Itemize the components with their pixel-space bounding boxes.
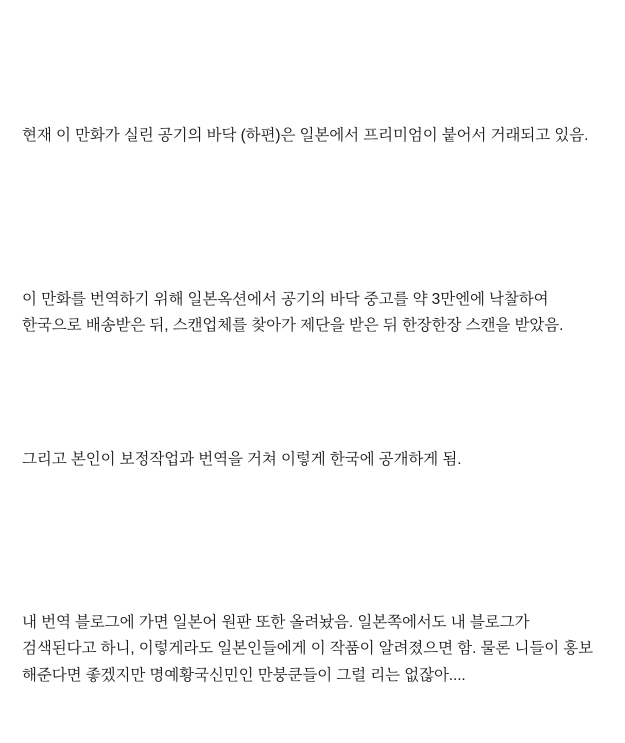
paragraph-spacer-3 (22, 527, 603, 557)
paragraph-spacer-1 (22, 203, 603, 233)
paragraph-3: 그리고 본인이 보정작업과 번역을 거쳐 이렇게 한국에 공개하게 됨. (22, 450, 462, 468)
paragraph-1: 현재 이 만화가 실린 공기의 바닥 (하편)은 일본에서 프리미엄이 붙어서 거래되고 있음. (22, 127, 589, 145)
paragraph-4: 내 번역 블로그에 가면 일본어 원판 또한 올려놨음. 일본쪽에서도 내 블로그가 검색된다고 하니, 이렇게라도 일본인들에게 이 작품이 알려졌으면 함. 물론 니들이 홍보 해준다면 좋겠지만 명예황국신민인 만붕쿤들이 그럴 리는 없잖아.... (22, 613, 598, 685)
text-block (22, 70, 603, 743)
paragraph-2: 이 만화를 번역하기 위해 일본옥션에서 공기의 바닥 중고를 약 3만엔에 낙찰하여 한국으로 배송받은 뒤, 스캔업체를 찾아가 제단을 받은 뒤 한장한장 스캔을 받았음. (22, 290, 564, 335)
